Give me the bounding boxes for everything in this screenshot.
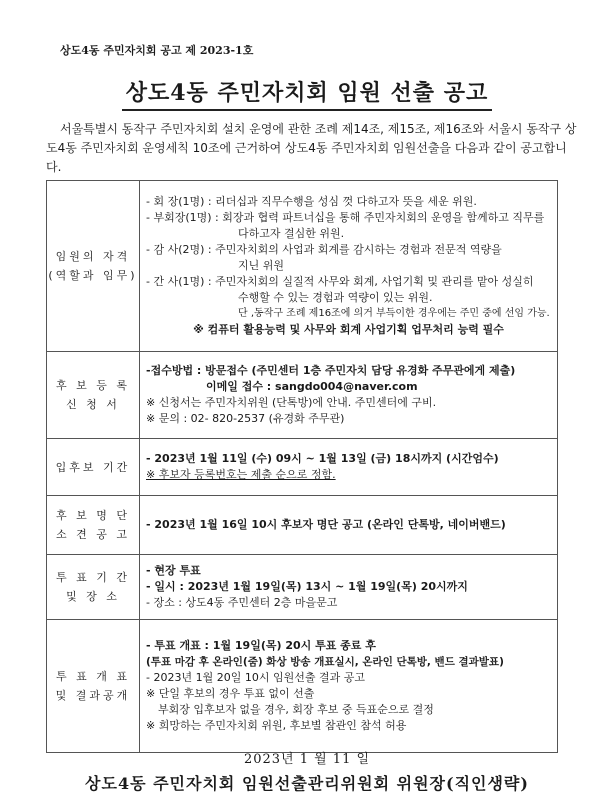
content-voting bbox=[140, 555, 558, 620]
label-line: 소 견 공 고 bbox=[56, 528, 130, 541]
counting-observer: ※ 희망하는 주민자치회 위원, 후보별 참관인 참석 허용 bbox=[146, 719, 407, 732]
announce-text: - 2023년 1월 16일 10시 후보자 명단 공고 (온라인 단톡방, 네이버밴드) bbox=[146, 518, 506, 531]
voting-onsite: - 현장 투표 bbox=[146, 564, 201, 577]
period-dates: - 2023년 1월 11일 (수) 09시 ~ 1월 13일 (금) 18시까지 (시간엄수) bbox=[146, 452, 499, 465]
notice-table bbox=[46, 180, 558, 753]
counting-single: ※ 단일 후보의 경우 투표 없이 선출 bbox=[146, 687, 315, 700]
counting-open: - 투표 개표 : 1월 19일(목) 20시 투표 종료 후 bbox=[146, 639, 376, 652]
auditor-text-cont: 지닌 위원 bbox=[238, 259, 285, 272]
row-voting bbox=[47, 555, 558, 620]
row-period bbox=[47, 439, 558, 496]
counting-single-cont: 부회장 입후보자 없을 경우, 회장 후보 중 득표순으로 결정 bbox=[158, 703, 434, 716]
content-application bbox=[140, 352, 558, 439]
label-line: 입후보 기간 bbox=[55, 460, 131, 474]
row-qualification bbox=[47, 181, 558, 352]
secretary-exception: 단 ,동작구 조례 제16조에 의거 부득이한 경우에는 주민 중에 선임 가능. bbox=[238, 308, 550, 319]
label-line: 및 장 소 bbox=[66, 590, 120, 603]
notice-date: 2023년 1 월 11 일 bbox=[243, 752, 371, 767]
intro-paragraph: 서울특별시 동작구 주민자치회 설치 운영에 관한 조례 제14조, 제15조, 제16조와 서울시 동작구 상도4동 주민자치회 운영세칙 10조에 근거하여 상도4동 주민자치회 임원선출을 다음과 같이 공고합니다. bbox=[46, 122, 577, 174]
content-counting bbox=[140, 620, 558, 753]
application-method: -접수방법 : 방문접수 (주민센터 1층 주민자치 담당 유경화 주무관에게 제출) bbox=[146, 364, 516, 377]
application-form-note: ※ 신청서는 주민자치위원 (단톡방)에 안내. 주민센터에 구비. bbox=[146, 396, 437, 409]
requirement-note: ※ 컴퓨터 활용능력 및 사무와 회계 사업기획 업무처리 능력 필수 bbox=[193, 323, 504, 336]
label-period bbox=[47, 439, 140, 496]
label-qualification bbox=[47, 181, 140, 352]
auditor-text: - 감 사(2명) : 주민자치회의 사업과 회계를 감시하는 경험과 전문적 역량을 bbox=[146, 243, 502, 256]
label-line: 투 표 개 표 bbox=[56, 670, 130, 683]
voting-datetime: - 일시 : 2023년 1월 19일(목) 13시 ~ 1월 19일(목) 20시까지 bbox=[146, 580, 468, 593]
secretary-text-cont: 수행할 수 있는 경험과 역량이 있는 위원. bbox=[238, 291, 433, 304]
label-line: 후 보 명 단 bbox=[56, 509, 130, 522]
label-voting bbox=[47, 555, 140, 620]
notice-number: 상도4동 주민자치회 공고 제 2023-1호 bbox=[60, 44, 254, 57]
label-line: 후 보 등 록 bbox=[56, 379, 130, 392]
counting-result: - 2023년 1월 20일 10시 임원선출 결과 공고 bbox=[146, 671, 365, 684]
label-announce bbox=[47, 496, 140, 555]
content-qualification bbox=[140, 181, 558, 352]
content-period bbox=[140, 439, 558, 496]
row-counting bbox=[47, 620, 558, 753]
counting-broadcast: (투표 마감 후 온라인(줌) 화상 방송 개표실시, 온라인 단톡방, 밴드 결과발표) bbox=[146, 656, 504, 668]
label-line: 신 청 서 bbox=[66, 398, 120, 411]
content-announce bbox=[140, 496, 558, 555]
application-email: 이메일 접수 : sangdo004@naver.com bbox=[206, 380, 418, 393]
label-line: 임원의 자격 bbox=[55, 250, 131, 263]
label-application bbox=[47, 352, 140, 439]
row-application bbox=[47, 352, 558, 439]
label-counting bbox=[47, 620, 140, 753]
chair-text: - 회 장(1명) : 리더십과 직무수행을 성심 껏 다하고자 뜻을 세운 위원. bbox=[146, 195, 477, 208]
signer: 상도4동 주민자치회 임원선출관리위원회 위원장(직인생략) bbox=[85, 774, 529, 793]
label-line: 및 결과공개 bbox=[55, 689, 131, 702]
voting-place: - 장소 : 상도4동 주민센터 2층 마을문고 bbox=[146, 596, 338, 609]
page-title: 상도4동 주민자치회 임원 선출 공고 bbox=[122, 76, 492, 111]
secretary-text: - 간 사(1명) : 주민자치회의 실질적 사무와 회계, 사업기획 및 관리를 맡아 성실히 bbox=[146, 275, 534, 288]
label-line: (역할과 임무) bbox=[48, 269, 138, 282]
vice-text-cont: 다하고자 결심한 위원. bbox=[238, 227, 345, 240]
application-contact: ※ 문의 : 02- 820-2537 (유경화 주무관) bbox=[146, 412, 345, 425]
row-announce bbox=[47, 496, 558, 555]
label-line: 투 표 기 간 bbox=[56, 571, 130, 584]
title-area bbox=[0, 76, 614, 111]
vice-text: - 부회장(1명) : 회장과 협력 파트너십을 통해 주민자치회의 운영을 함께하고 직무를 bbox=[146, 211, 545, 224]
period-note: ※ 후보자 등록번호는 제출 순으로 정함. bbox=[146, 468, 336, 481]
